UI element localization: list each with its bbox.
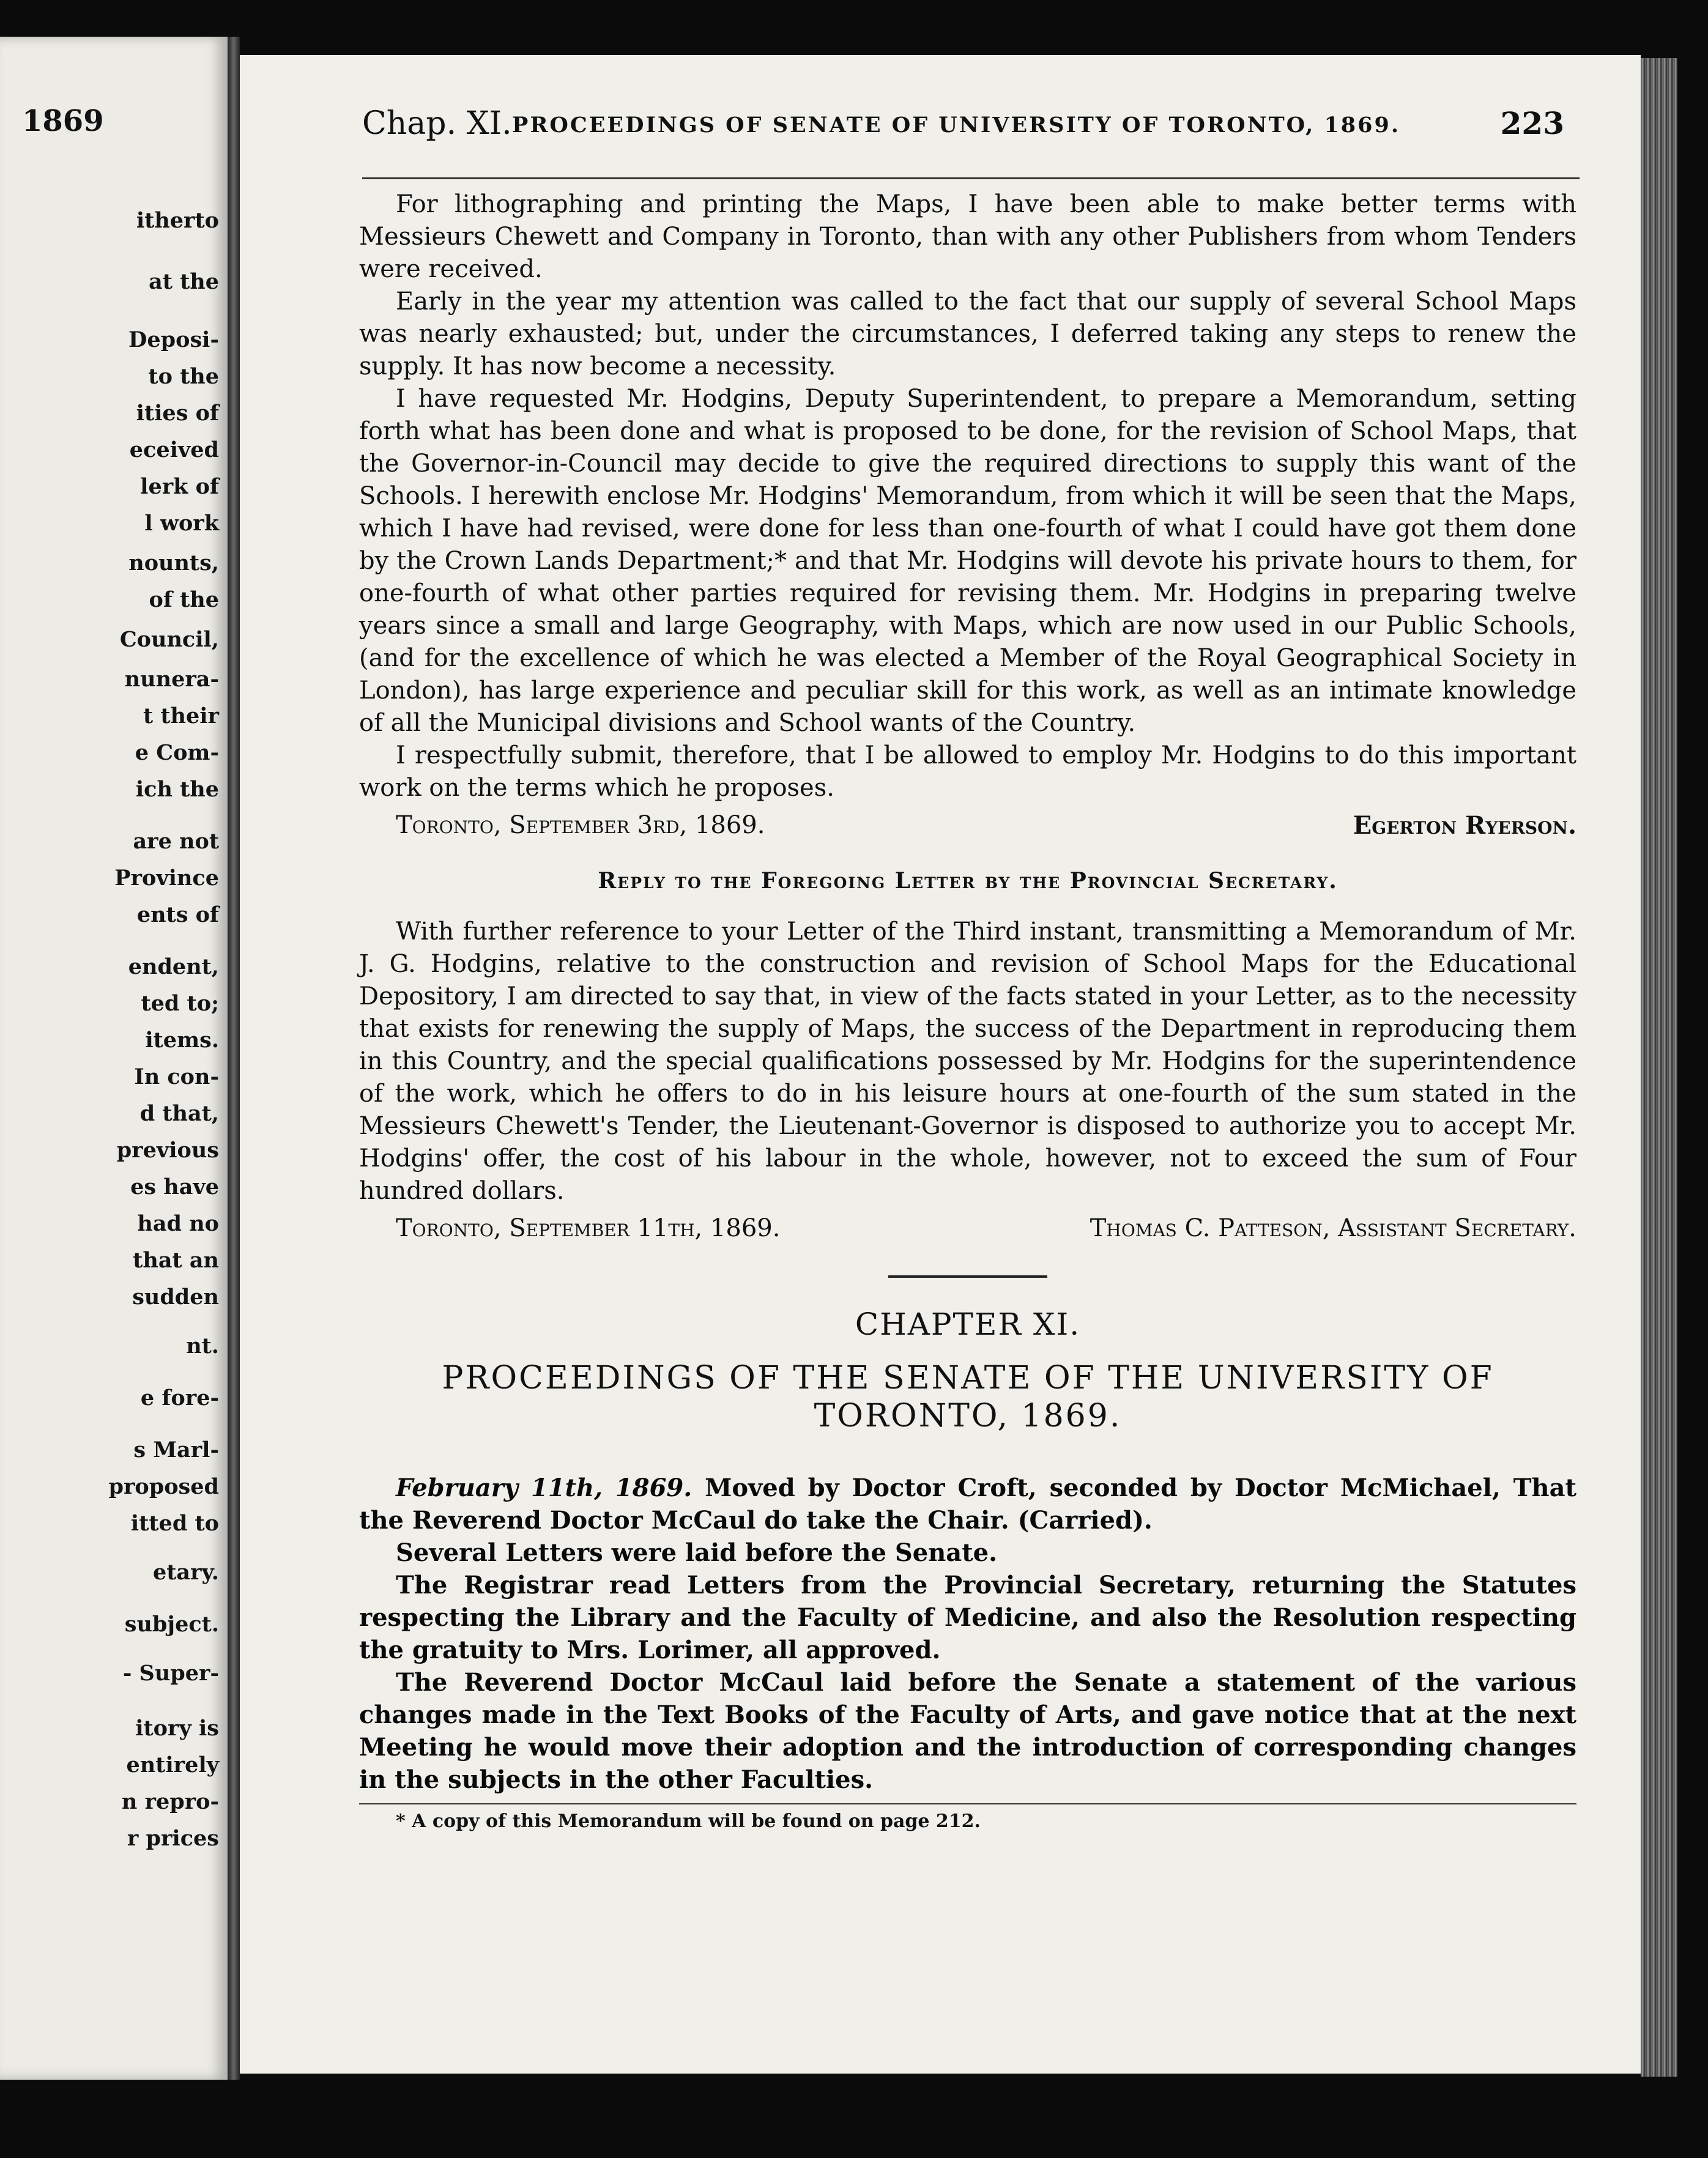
left-page-line: of the (149, 587, 219, 612)
left-page-line: e fore- (140, 1385, 219, 1411)
left-page-line: ities of (136, 401, 219, 426)
entry-date: February 11th, 1869. (396, 1474, 692, 1502)
reply-heading: Reply to the Foregoing Letter by the Provincial Secretary. (598, 868, 1338, 894)
minutes-text: Moved by Doctor Croft, seconded by Doctor McMichael, That the Reverend Doctor McCaul do take the Chair. (Carried). (359, 1474, 1576, 1535)
left-page-line: es have (130, 1174, 219, 1200)
running-head (362, 105, 1564, 148)
left-page-line: at the (149, 269, 219, 294)
minutes-paragraph: Several Letters were laid before the Senate. (396, 1538, 998, 1567)
left-page-line: previous (116, 1138, 219, 1163)
left-page-line: d that, (139, 1101, 219, 1126)
page-number: 223 (1500, 105, 1564, 141)
running-head-title: PROCEEDINGS OF SENATE OF UNIVERSITY OF TORONTO, 1869. (512, 113, 1401, 138)
reply-place-date: Toronto, September 11th, 1869. (396, 1214, 781, 1242)
footnote-rule (359, 1803, 1576, 1804)
left-page-line: entirely (126, 1752, 219, 1778)
left-page-line: nounts, (128, 551, 219, 576)
left-page-line: Deposi- (128, 327, 219, 352)
left-page-line: t their (143, 703, 219, 729)
chapter-heading: CHAPTER XI. (855, 1307, 1081, 1342)
section-divider (888, 1275, 1047, 1278)
left-page-line: proposed (108, 1474, 219, 1499)
left-page-line: items. (145, 1028, 219, 1053)
left-page-line: itory is (135, 1716, 219, 1741)
page-edge (1641, 58, 1677, 2077)
left-page-line: In con- (134, 1064, 219, 1089)
header-rule (362, 177, 1580, 179)
left-page-line: n repro- (121, 1789, 219, 1814)
minutes-paragraph: The Reverend Doctor McCaul laid before the Senate a statement of the various changes made in the Text Books of the Faculty of Arts, and gave notice that at the next Meeting he would move their adoption and the introduction of corresponding changes in the subjects in the other Faculties. (359, 1668, 1576, 1794)
letter-paragraph: I have requested Mr. Hodgins, Deputy Superintendent, to prepare a Memorandum, setting forth what has been done and what is proposed to be done, for the revision of School Maps, that the Governor-in-Council may decide to give the required directions to supply this want of the Schools. I herewith enclose Mr. Hodgins' Memorandum, from which it will be seen that the Maps, which I have had revised, were done for less than one-fourth of what I could have got them done by the Crown Lands Department;* and that Mr. Hodgins will devote his private hours to them, for one-fourth of what other parties required for revising them. Mr. Hodgins in preparing twelve years since a small and large Geography, with Maps, which are now used in our Public Schools, (and for the excellence of which he was elected a Member of the Royal Geographical Society in London), has large experience and peculiar skill for this work, as well as an intimate knowledge of all the Municipal divisions and School wants of the Country. (359, 385, 1576, 737)
left-page-line: lerk of (140, 474, 219, 499)
letter-signature-line (359, 809, 1576, 842)
left-page-line: nunera- (124, 667, 219, 692)
letter-paragraph: Early in the year my attention was called to the fact that our supply of several School Maps was nearly exhausted; but, under the circumstances, I deferred taking any steps to renew the supply. It has now become a necessity. (359, 287, 1576, 380)
left-page-line: subject. (124, 1612, 219, 1637)
left-page-line: Council, (119, 627, 219, 652)
left-page-header: 1869 (22, 104, 104, 138)
minutes-paragraph: The Registrar read Letters from the Provincial Secretary, returning the Statutes respecting the Library and the Faculty of Medicine, and also the Resolution respecting the gratuity to Mrs. Lorimer, all approved. (359, 1571, 1576, 1664)
left-page-line: eceived (129, 437, 219, 462)
chapter-title: PROCEEDINGS OF THE SENATE OF THE UNIVERSITY OF TORONTO, 1869. (442, 1360, 1494, 1434)
left-page-line: l work (144, 511, 219, 536)
left-page-line: ich the (135, 777, 219, 802)
book-gutter (228, 37, 240, 2080)
left-page-line: endent, (128, 954, 219, 979)
letter-signature: Egerton Ryerson. (1353, 811, 1576, 840)
footnote: * A copy of this Memorandum will be found on page 212. (396, 1811, 981, 1832)
left-page-line: sudden (132, 1285, 219, 1310)
left-page (0, 37, 228, 2080)
left-page-line: etary. (152, 1560, 219, 1585)
left-page-line: that an (133, 1248, 219, 1273)
left-page-line: itted to (130, 1511, 219, 1536)
left-page-line: Province (114, 866, 219, 891)
left-page-line: itherto (136, 208, 219, 233)
left-page-line: ents of (136, 902, 219, 927)
left-page-line: s Marl- (133, 1437, 219, 1463)
left-page-text-fragments (0, 37, 228, 2080)
letter-place-date: Toronto, September 3rd, 1869. (396, 811, 765, 839)
left-page-line: ted to; (141, 991, 219, 1016)
right-page (240, 55, 1641, 2074)
left-page-line: are not (133, 829, 219, 854)
left-page-line: had no (137, 1211, 219, 1236)
left-page-line: nt. (186, 1333, 219, 1359)
left-page-line: e Com- (135, 740, 219, 765)
minutes-paragraph (359, 1472, 1576, 1537)
letter-paragraph: I respectfully submit, therefore, that I be allowed to employ Mr. Hodgins to do this important work on the terms which he proposes. (359, 741, 1576, 802)
running-head-chapter: Chap. XI. (362, 105, 512, 142)
letter-paragraph: For lithographing and printing the Maps, I have been able to make better terms with Messieurs Chewett and Company in Toronto, than with any other Publishers from whom Tenders were received. (359, 190, 1576, 283)
left-page-line: to the (148, 364, 219, 389)
page-body (359, 188, 1576, 1833)
reply-paragraph: With further reference to your Letter of the Third instant, transmitting a Memorandum of Mr. J. G. Hodgins, relative to the construction and revision of School Maps for the Educational Depository, I am directed to say that, in view of the facts stated in your Letter, as to the necessity that exists for renewing the supply of Maps, the success of the Department in reproducing them in this Country, and the special qualifications possessed by Mr. Hodgins for the superintendence of the work, which he offers to do in his leisure hours at one-fourth of the sum stated in the Messieurs Chewett's Tender, the Lieutenant-Governor is disposed to authorize you to accept Mr. Hodgins' offer, the cost of his labour in the whole, however, not to exceed the sum of Four hundred dollars. (359, 918, 1576, 1205)
reply-signature-line (359, 1212, 1576, 1245)
left-page-line: r prices (127, 1826, 219, 1851)
reply-signature: Thomas C. Patteson, Assistant Secretary. (1090, 1214, 1576, 1242)
left-page-line: - Super- (122, 1661, 219, 1686)
